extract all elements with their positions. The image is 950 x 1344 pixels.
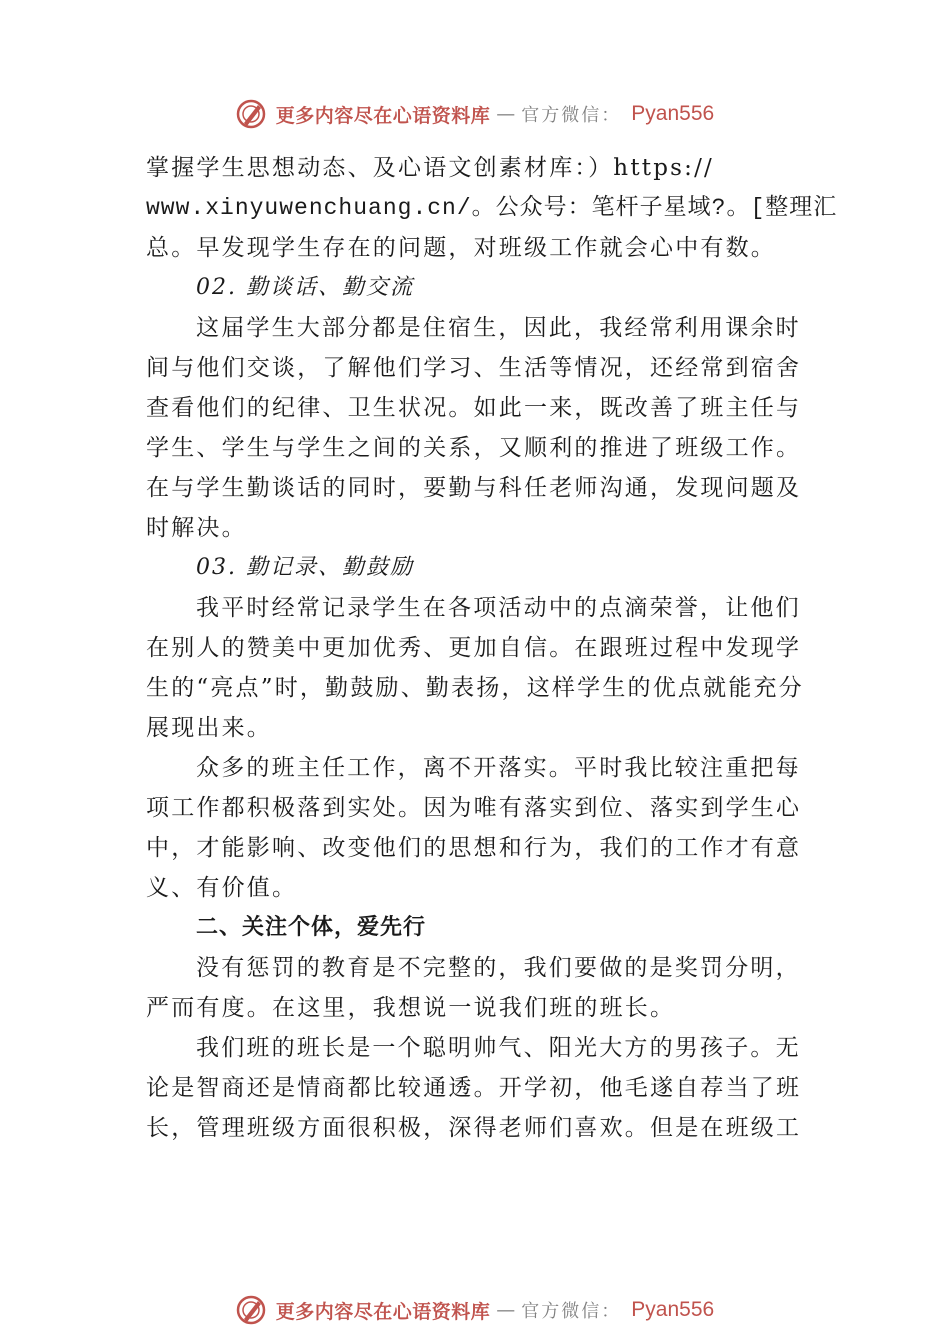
text-line: 在与学生勤谈话的同时，要勤与科任老师沟通，发现问题及: [146, 475, 802, 501]
header-brand-text: 更多内容尽在心语资料库: [275, 104, 491, 127]
header-contact-id: Pyan556: [631, 102, 715, 125]
text-line: 我平时经常记录学生在各项活动中的点滴荣誉，让他们: [196, 595, 801, 621]
text-line: 在别人的赞美中更加优秀、更加自信。在跟班过程中发现学: [146, 635, 802, 661]
text-line: 总。早发现学生存在的问题，对班级工作就会心中有数。: [146, 235, 776, 261]
text-line: 我们班的班长是一个聪明帅气、阳光大方的男孩子。无: [196, 1035, 801, 1061]
text-line: 论是智商还是情商都比较通透。开学初，他毛遂自荐当了班: [146, 1075, 802, 1101]
footer-contact-id: Pyan556: [631, 1298, 715, 1321]
text-line: 时解决。: [146, 515, 247, 541]
footer-contact-label: 官方微信：: [521, 1301, 622, 1322]
paragraph-3: [146, 588, 810, 748]
text-line: 生的“亮点”时，勤鼓励、勤表扬，这样学生的优点就能充分: [146, 675, 804, 701]
text-line: 间与他们交谈，了解他们学习、生活等情况，还经常到宿舍: [146, 355, 802, 381]
footer-banner: [0, 1290, 950, 1330]
header-dash: —: [496, 103, 516, 125]
brand-logo-icon: [236, 1295, 266, 1325]
text-line: 众多的班主任工作，离不开落实。平时我比较注重把每: [196, 755, 801, 781]
section-heading-2: 二、关注个体，爱先行: [196, 915, 427, 940]
paragraph-5: [146, 948, 810, 1028]
text-line-url: www.xinyuwenchuang.cn/。公众号：笔杆子星域?。[整理汇: [146, 195, 838, 221]
subheading-02: 02. 勤谈话、勤交流: [196, 275, 414, 300]
text-line: 查看他们的纪律、卫生状况。如此一来，既改善了班主任与: [146, 395, 802, 421]
text-line: 没有惩罚的教育是不完整的，我们要做的是奖罚分明，: [196, 955, 801, 981]
header-banner: [0, 94, 950, 134]
header-contact-label: 官方微信：: [521, 105, 622, 126]
footer-dash: —: [496, 1299, 516, 1321]
text-line: 中，才能影响、改变他们的思想和行为，我们的工作才有意: [146, 835, 802, 861]
paragraph-6: [146, 1028, 810, 1148]
text-line: 这届学生大部分都是住宿生，因此，我经常利用课余时: [196, 315, 801, 341]
footer-brand-text: 更多内容尽在心语资料库: [275, 1300, 491, 1323]
text-line: 严而有度。在这里，我想说一说我们班的班长。: [146, 995, 676, 1021]
text-line: 项工作都积极落到实处。因为唯有落实到位、落实到学生心: [146, 795, 802, 821]
document-body: [146, 148, 838, 1148]
paragraph-2: [146, 308, 810, 548]
text-line: 展现出来。: [146, 715, 272, 741]
text-line: 学生、学生与学生之间的关系，又顺利的推进了班级工作。: [146, 435, 802, 461]
text-line: 义、有价值。: [146, 875, 298, 901]
text-line: 掌握学生思想动态、及心语文创素材库：）https://: [146, 155, 714, 181]
paragraph-1: [146, 148, 838, 268]
paragraph-4: [146, 748, 810, 908]
text-line: 长，管理班级方面很积极，深得老师们喜欢。但是在班级工: [146, 1115, 802, 1141]
brand-logo-icon: [236, 99, 266, 129]
subheading-03: 03. 勤记录、勤鼓励: [196, 555, 414, 580]
